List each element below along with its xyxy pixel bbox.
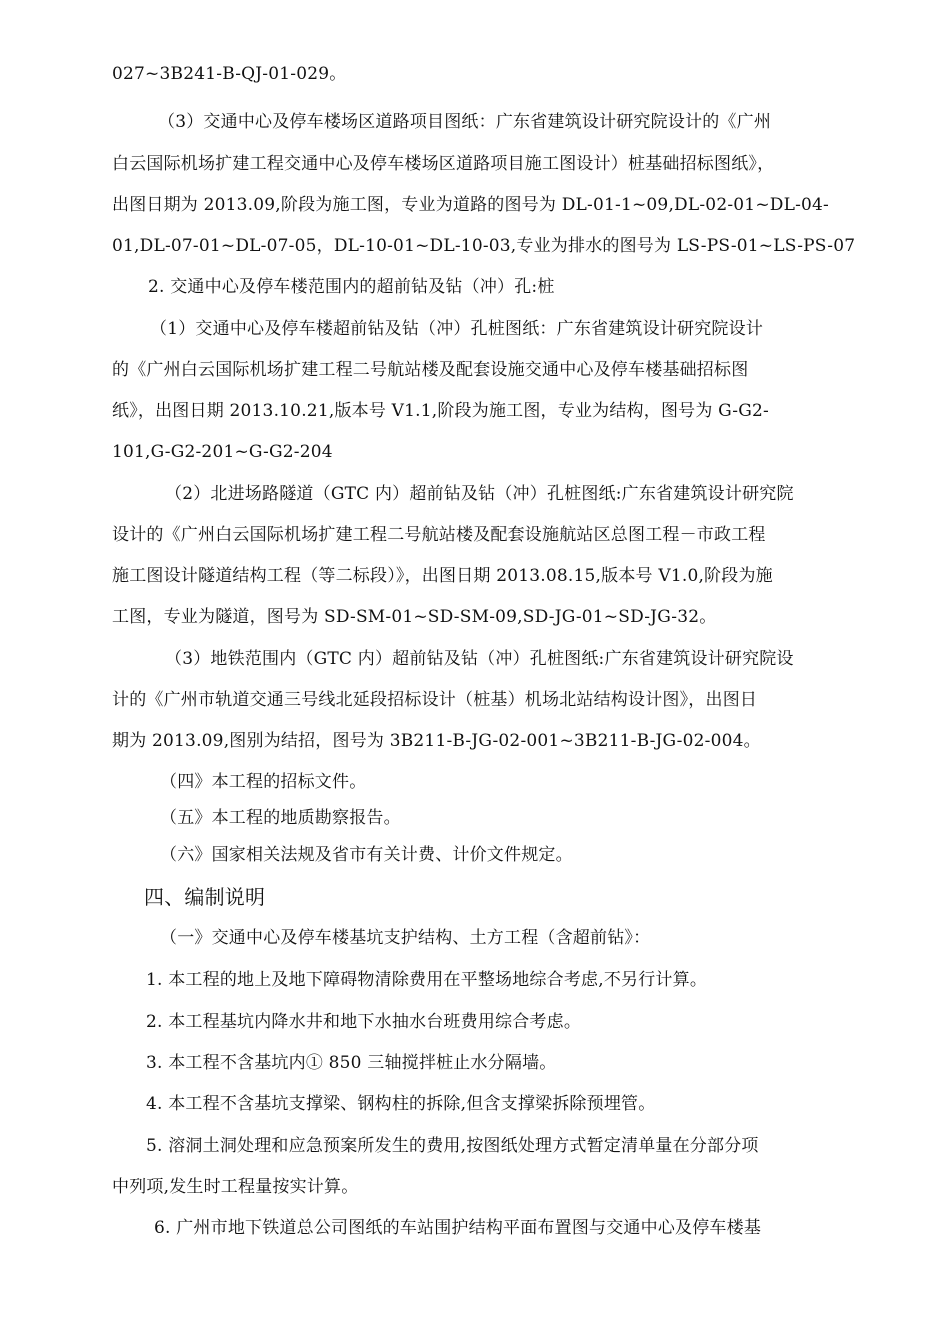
text-line: 4. 本工程不含基坑支撑梁、钢构柱的拆除,但含支撑梁拆除预埋管。 (146, 1094, 656, 1114)
text-line: （一》交通中心及停车楼基坑支护结构、土方工程（含超前钻》： (160, 928, 651, 948)
text-line: 1. 本工程的地上及地下障碍物清除费用在平整场地综合考虑,不另行计算。 (146, 970, 708, 990)
text-line: 工图，专业为隧道，图号为 SD-SM-01~SD-SM-09,SD-JG-01~SD-JG-32。 (112, 607, 717, 627)
text-line: 027~3B241-B-QJ-01-029。 (112, 64, 347, 84)
text-line: 施工图设计隧道结构工程（等二标段）》，出图日期 2013.08.15,版本号 V1.0,阶段为施 (112, 566, 773, 586)
text-line: 2. 交通中心及停车楼范围内的超前钻及钻（冲）孔:桩 (148, 277, 555, 297)
text-line: 出图日期为 2013.09,阶段为施工图，专业为道路的图号为 DL-01-1~09,DL-02-01~DL-04- (112, 195, 829, 215)
text-line: 期为 2013.09,图别为结招，图号为 3B211-B-JG-02-001~3B211-B-JG-02-004。 (112, 731, 761, 751)
text-line: （3）交通中心及停车楼场区道路项目图纸：广东省建筑设计研究院设计的《广州 (158, 112, 772, 132)
text-line: （六》国家相关法规及省市有关计费、计价文件规定。 (160, 845, 573, 865)
text-line: 2. 本工程基坑内降水井和地下水抽水台班费用综合考虑。 (146, 1012, 582, 1032)
text-line: 白云国际机场扩建工程交通中心及停车楼场区道路项目施工图设计）桩基础招标图纸》， (112, 154, 775, 174)
text-line: 01,DL-07-01~DL-07-05，DL-10-01~DL-10-03,专业为排水的图号为 LS-PS-01~LS-PS-07 (112, 236, 856, 256)
text-line: （四》本工程的招标文件。 (160, 772, 367, 792)
text-line: 计的《广州市轨道交通三号线北延段招标设计（桩基）机场北站结构设计图》，出图日 (112, 690, 758, 710)
text-line: 101,G-G2-201~G-G2-204 (112, 442, 333, 462)
text-line: 3. 本工程不含基坑内① 850 三轴搅拌桩止水分隔墙。 (146, 1053, 557, 1073)
text-line: 设计的《广州白云国际机场扩建工程二号航站楼及配套设施航站区总图工程－市政工程 (112, 525, 766, 545)
text-line: 6. 广州市地下铁道总公司图纸的车站围护结构平面布置图与交通中心及停车楼基 (154, 1218, 762, 1238)
text-line: 5. 溶洞土洞处理和应急预案所发生的费用,按图纸处理方式暂定清单量在分部分项 (146, 1136, 759, 1156)
text-line: （五》本工程的地质勘察报告。 (160, 808, 401, 828)
text-line: 的《广州白云国际机场扩建工程二号航站楼及配套设施交通中心及停车楼基础招标图 (112, 360, 749, 380)
text-line: （1）交通中心及停车楼超前钻及钻（冲）孔桩图纸：广东省建筑设计研究院设计 (150, 319, 764, 339)
section-heading: 四、编制说明 (144, 885, 266, 909)
text-line: 纸》，出图日期 2013.10.21,版本号 V1.1,阶段为施工图，专业为结构，图号为 G-G2- (112, 401, 769, 421)
text-line: （2）北进场路隧道（GTC 内）超前钻及钻（冲）孔桩图纸:广东省建筑设计研究院 (165, 484, 794, 504)
text-line: （3）地铁范围内（GTC 内）超前钻及钻（冲）孔桩图纸:广东省建筑设计研究院设 (165, 649, 794, 669)
text-line: 中列项,发生时工程量按实计算。 (112, 1177, 359, 1197)
